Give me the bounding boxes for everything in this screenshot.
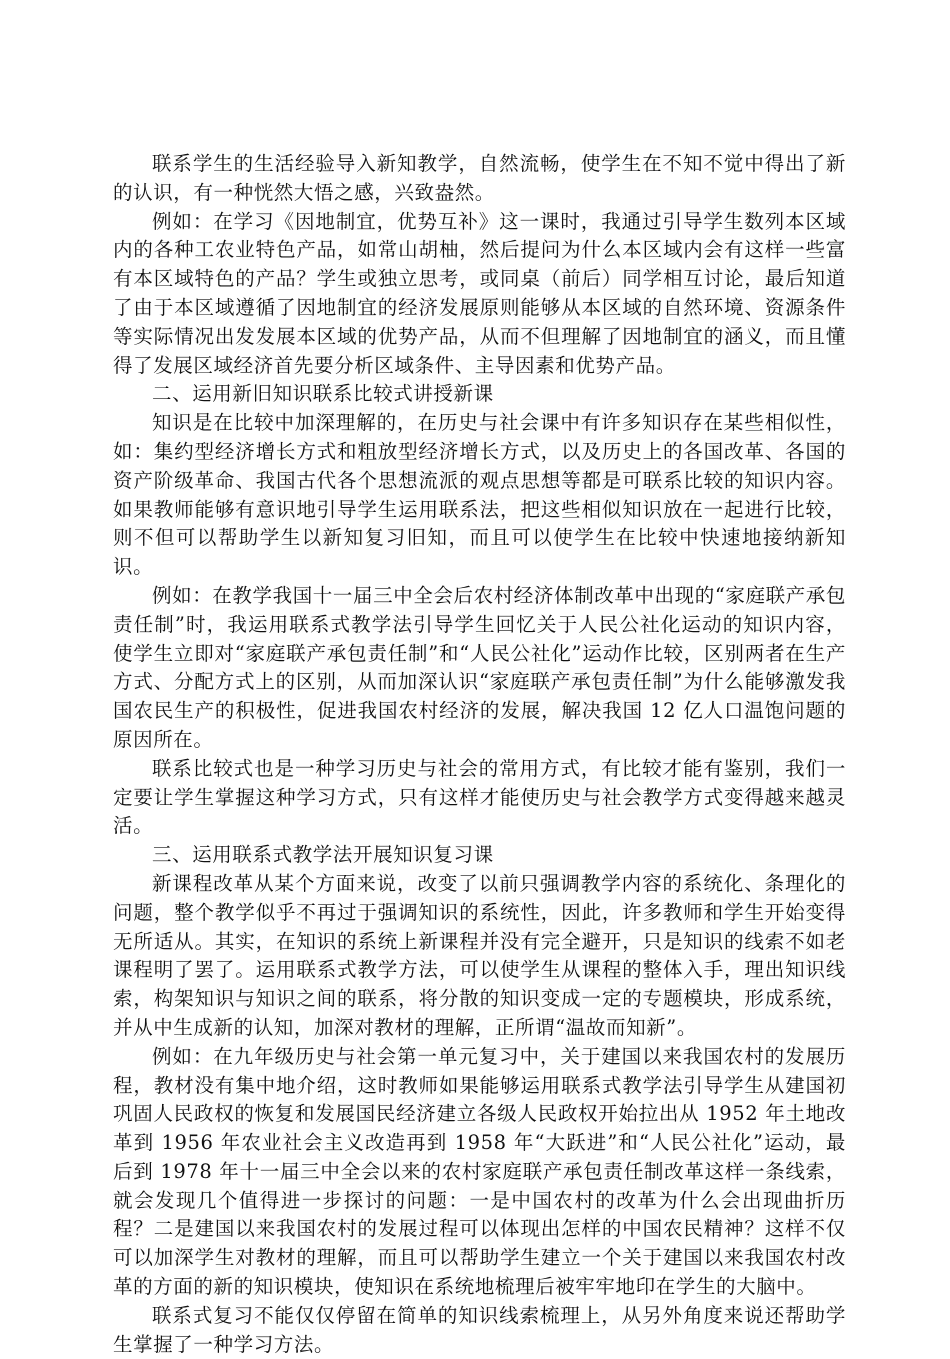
paragraph: 联系式复习不能仅仅停留在简单的知识线索梳理上，从另外角度来说还帮助学生掌握了一种学习方法。 bbox=[113, 1303, 846, 1356]
paragraph: 例如：在教学我国十一届三中全会后农村经济体制改革中出现的“家庭联产承包责任制”时，我运用联系式教学法引导学生回忆关于人民公社化运动的知识内容，使学生立即对“家庭联产承包责任制”和“人民公社化”运动作比较，区别两者在生产方式、分配方式上的区别，从而加深认识“家庭联产承包责任制”为什么能够激发我国农民生产的积极性，促进我国农村经济的发展，解决我国 12 亿人口温饱问题的原因所在。 bbox=[113, 583, 846, 751]
paragraph: 联系学生的生活经验导入新知教学，自然流畅，使学生在不知不觉中得出了新的认识，有一种恍然大悟之感，兴致盎然。 bbox=[113, 152, 846, 204]
paragraph: 知识是在比较中加深理解的，在历史与社会课中有许多知识存在某些相似性，如：集约型经济增长方式和粗放型经济增长方式，以及历史上的各国改革、各国的资产阶级革命、我国古代各个思想流派的观点思想等都是可联系比较的知识内容。如果教师能够有意识地引导学生运用联系法，把这些相似知识放在一起进行比较，则不但可以帮助学生以新知复习旧知，而且可以使学生在比较中快速地接纳新知识。 bbox=[113, 411, 846, 579]
paragraph: 联系比较式也是一种学习历史与社会的常用方式，有比较才能有鉴别，我们一定要让学生掌握这种学习方式，只有这样才能使历史与社会教学方式变得越来越灵活。 bbox=[113, 756, 846, 838]
document-body bbox=[113, 150, 846, 1359]
paragraph: 新课程改革从某个方面来说，改变了以前只强调教学内容的系统化、条理化的问题，整个教学似乎不再过于强调知识的系统性，因此，许多教师和学生开始变得无所适从。其实，在知识的系统上新课程并没有完全避开，只是知识的线索不如老课程明了罢了。运用联系式教学方法，可以使学生从课程的整体入手，理出知识线索，构架知识与知识之间的联系，将分散的知识变成一定的专题模块，形成系统，并从中生成新的认知，加深对教材的理解，正所谓“温故而知新”。 bbox=[113, 871, 846, 1039]
paragraph: 例如：在九年级历史与社会第一单元复习中，关于建国以来我国农村的发展历程，教材没有集中地介绍，这时教师如果能够运用联系式教学法引导学生从建国初巩固人民政权的恢复和发展国民经济建立各级人民政权开始拉出从 1952 年土地改革到 1956 年农业社会主义改造再到 1958 年“大跃进”和“人民公社化”运动，最后到 1978 年十一届三中全会以来的农村家庭联产承包责任制改革这样一条线索，就会发现几个值得进一步探讨的问题：一是中国农村的改革为什么会出现曲折历程？二是建国以来我国农村的发展过程可以体现出怎样的中国农民精神？这样不仅可以加深学生对教材的理解，而且可以帮助学生建立一个关于建国以来我国农村改革的方面的新的知识模块，使知识在系统地梳理后被牢牢地印在学生的大脑中。 bbox=[113, 1044, 846, 1299]
section-heading: 三、运用联系式教学法开展知识复习课 bbox=[152, 843, 494, 867]
section-heading: 二、运用新旧知识联系比较式讲授新课 bbox=[152, 382, 494, 406]
paragraph: 例如：在学习《因地制宜，优势互补》这一课时，我通过引导学生数列本区域内的各种工农业特色产品，如常山胡柚，然后提问为什么本区域内会有这样一些富有本区域特色的产品？学生或独立思考，或同桌（前后）同学相互讨论，最后知道了由于本区域遵循了因地制宜的经济发展原则能够从本区域的自然环境、资源条件等实际情况出发发展本区域的优势产品，从而不但理解了因地制宜的涵义，而且懂得了发展区域经济首先要分析区域条件、主导因素和优势产品。 bbox=[113, 209, 846, 377]
